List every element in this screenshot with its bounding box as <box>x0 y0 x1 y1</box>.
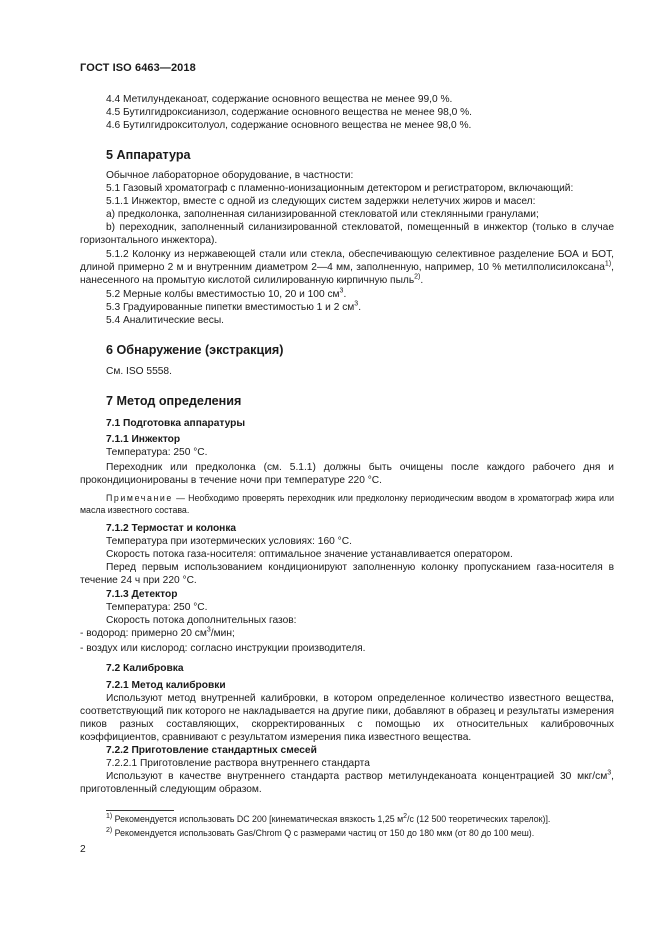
s5-2-text: 5.2 Мерные колбы вместимостью 10, 20 и 100 см <box>106 289 340 300</box>
s5-2-sup: 3 <box>339 287 344 295</box>
hydrogen-sup: 3 <box>206 626 211 634</box>
s5-intro: Обычное лабораторное оборудование, в частности: <box>106 170 354 181</box>
s7-1-3-hydrogen <box>80 628 614 641</box>
note-label: Примечание <box>106 493 173 503</box>
s7-1-2-title: 7.1.2 Термостат и колонка <box>106 523 237 534</box>
footnote-2-mark: 2) <box>106 827 113 835</box>
item-4-5: 4.5 Бутилгидроксианизол, содержание основного вещества не менее 98,0 %. <box>106 107 473 118</box>
footnote-1 <box>106 814 616 825</box>
note <box>80 493 614 516</box>
s5-2-end: . <box>343 289 347 300</box>
s7-1-3-title: 7.1.3 Детектор <box>106 589 178 600</box>
standard-header: ГОСТ ISO 6463—2018 <box>80 62 196 74</box>
s7-1-3-gases: Скорость потока дополнительных газов: <box>106 615 297 626</box>
footnote-ref-2: 2) <box>414 273 421 281</box>
s7-1-3-air: - воздух или кислород: согласно инструкции производителя. <box>80 643 366 654</box>
s7-1-2-temp: Температура при изотермических условиях: 160 °C. <box>106 536 352 547</box>
note-text: — Необходимо проверять переходник или предколонку периодическим вводом в хроматограф жира или масла известного состава. <box>80 493 614 515</box>
section-6-title: 6 Обнаружение (экстракция) <box>106 343 284 357</box>
s7-2-2-title: 7.2.2 Приготовление стандартных смесей <box>106 745 317 756</box>
s7-1-1-title: 7.1.1 Инжектор <box>106 434 181 445</box>
footnote-2-text: Рекомендуется использовать Gas/Chrom Q с размерами частиц от 150 до 180 мкм (от 80 до 100 меш). <box>112 828 535 838</box>
s7-1-3-temp: Температура: 250 °C. <box>106 602 208 613</box>
footnote-1-end: /с (12 500 теоретических тарелок)]. <box>407 814 551 824</box>
section-7-title: 7 Метод определения <box>106 394 242 408</box>
s7-1-1-temp: Температура: 250 °C. <box>106 447 208 458</box>
s7-2-2-1: 7.2.2.1 Приготовление раствора внутреннего стандарта <box>106 758 370 769</box>
s5-3-sup: 3 <box>354 300 359 308</box>
s7-2-1-title: 7.2.1 Метод калибровки <box>106 680 226 691</box>
s7-2-1-text: Используют метод внутренней калибровки, в котором определенное количество известного вещества, соответствующий пик которого не накладывается на другие пики, добавляют в образец и результаты измерения пиков разных составляющих, скорректированных с помощью их относительных калибровочных коэффициентов, сравнивают с результатом измерения пика известного вещества. <box>80 693 614 743</box>
s7-1-2-cond: Перед первым использованием кондиционируют заполненную колонку пропусканием газа-носителя в течение 24 ч при 220 °C. <box>80 562 614 586</box>
page-number: 2 <box>80 844 86 855</box>
s5-1-2 <box>80 249 614 288</box>
footnote-1-mark: 1) <box>106 813 113 821</box>
istd-sup: 3 <box>607 769 612 777</box>
s5-2 <box>80 289 614 302</box>
s7-2-title: 7.2 Калибровка <box>106 663 184 674</box>
istd-text: Используют в качестве внутреннего стандарта раствор метилундеканоата концентрацией 30 мкг/см <box>106 771 608 782</box>
footnote-ref-1: 1) <box>604 260 612 268</box>
istd-end: , приготовленный следующим образом. <box>80 771 614 795</box>
footnote-2 <box>106 828 616 839</box>
hydrogen-text: - водород: примерно 20 см <box>80 628 207 639</box>
s7-2-2-1-text <box>80 771 614 797</box>
s5-1: 5.1 Газовый хроматограф с пламенно-ионизационным детектором и регистратором, включающий: <box>106 183 574 194</box>
s7-1-1-text: Переходник или предколонка (см. 5.1.1) должны быть очищены после каждого рабочего дня и прокондиционированы в течение ночи при температуре 220 °C. <box>80 462 614 486</box>
item-4-4: 4.4 Метилундеканоат, содержание основного вещества не менее 99,0 %. <box>106 94 453 105</box>
hydrogen-end: /мин; <box>210 628 235 639</box>
s5-4: 5.4 Аналитические весы. <box>106 315 224 326</box>
footnote-1-text: Рекомендуется использовать DC 200 [кинематическая вязкость 1,25 м <box>112 814 404 824</box>
section-5-title: 5 Аппаратура <box>106 148 191 162</box>
s7-1-title: 7.1 Подготовка аппаратуры <box>106 418 246 429</box>
s5-3-end: . <box>358 302 362 313</box>
footnote-1-sup: 2 <box>403 813 408 821</box>
s5-3 <box>80 302 614 315</box>
s5-1-1-b: b) переходник, заполненный силанизированной стекловатой, помещенный в инжектор (только в случае горизонтального инжектора). <box>80 222 614 246</box>
s5-1-2-end: . <box>420 274 424 286</box>
footnote-divider <box>106 810 174 811</box>
s5-1-1: 5.1.1 Инжектор, вместе с одной из следующих систем задержки нелетучих жиров и масел: <box>106 196 536 207</box>
s5-3-text: 5.3 Градуированные пипетки вместимостью 1 и 2 см <box>106 302 355 313</box>
s7-1-2-flow: Скорость потока газа-носителя: оптимальное значение устанавливается оператором. <box>106 549 513 560</box>
item-4-6: 4.6 Бутилгидрокситолуол, содержание основного вещества не менее 98,0 %. <box>106 120 472 131</box>
s5-1-2-text-mid: , нанесенного на промытую кислотой силилированную кирпичную пыль <box>80 261 614 286</box>
s6-text: См. ISO 5558. <box>106 366 172 377</box>
s5-1-2-text: 5.1.2 Колонку из нержавеющей стали или стекла, обеспечивающую селективное разделение БОА и БОТ, длиной примерно 2 м и внутренним диаметром 2—4 мм, заполненную, например, 10 % метилполисилоксана <box>80 249 614 273</box>
s5-1-1-a: а) предколонка, заполненная силанизированной стекловатой или стеклянными гранулами; <box>106 209 539 220</box>
